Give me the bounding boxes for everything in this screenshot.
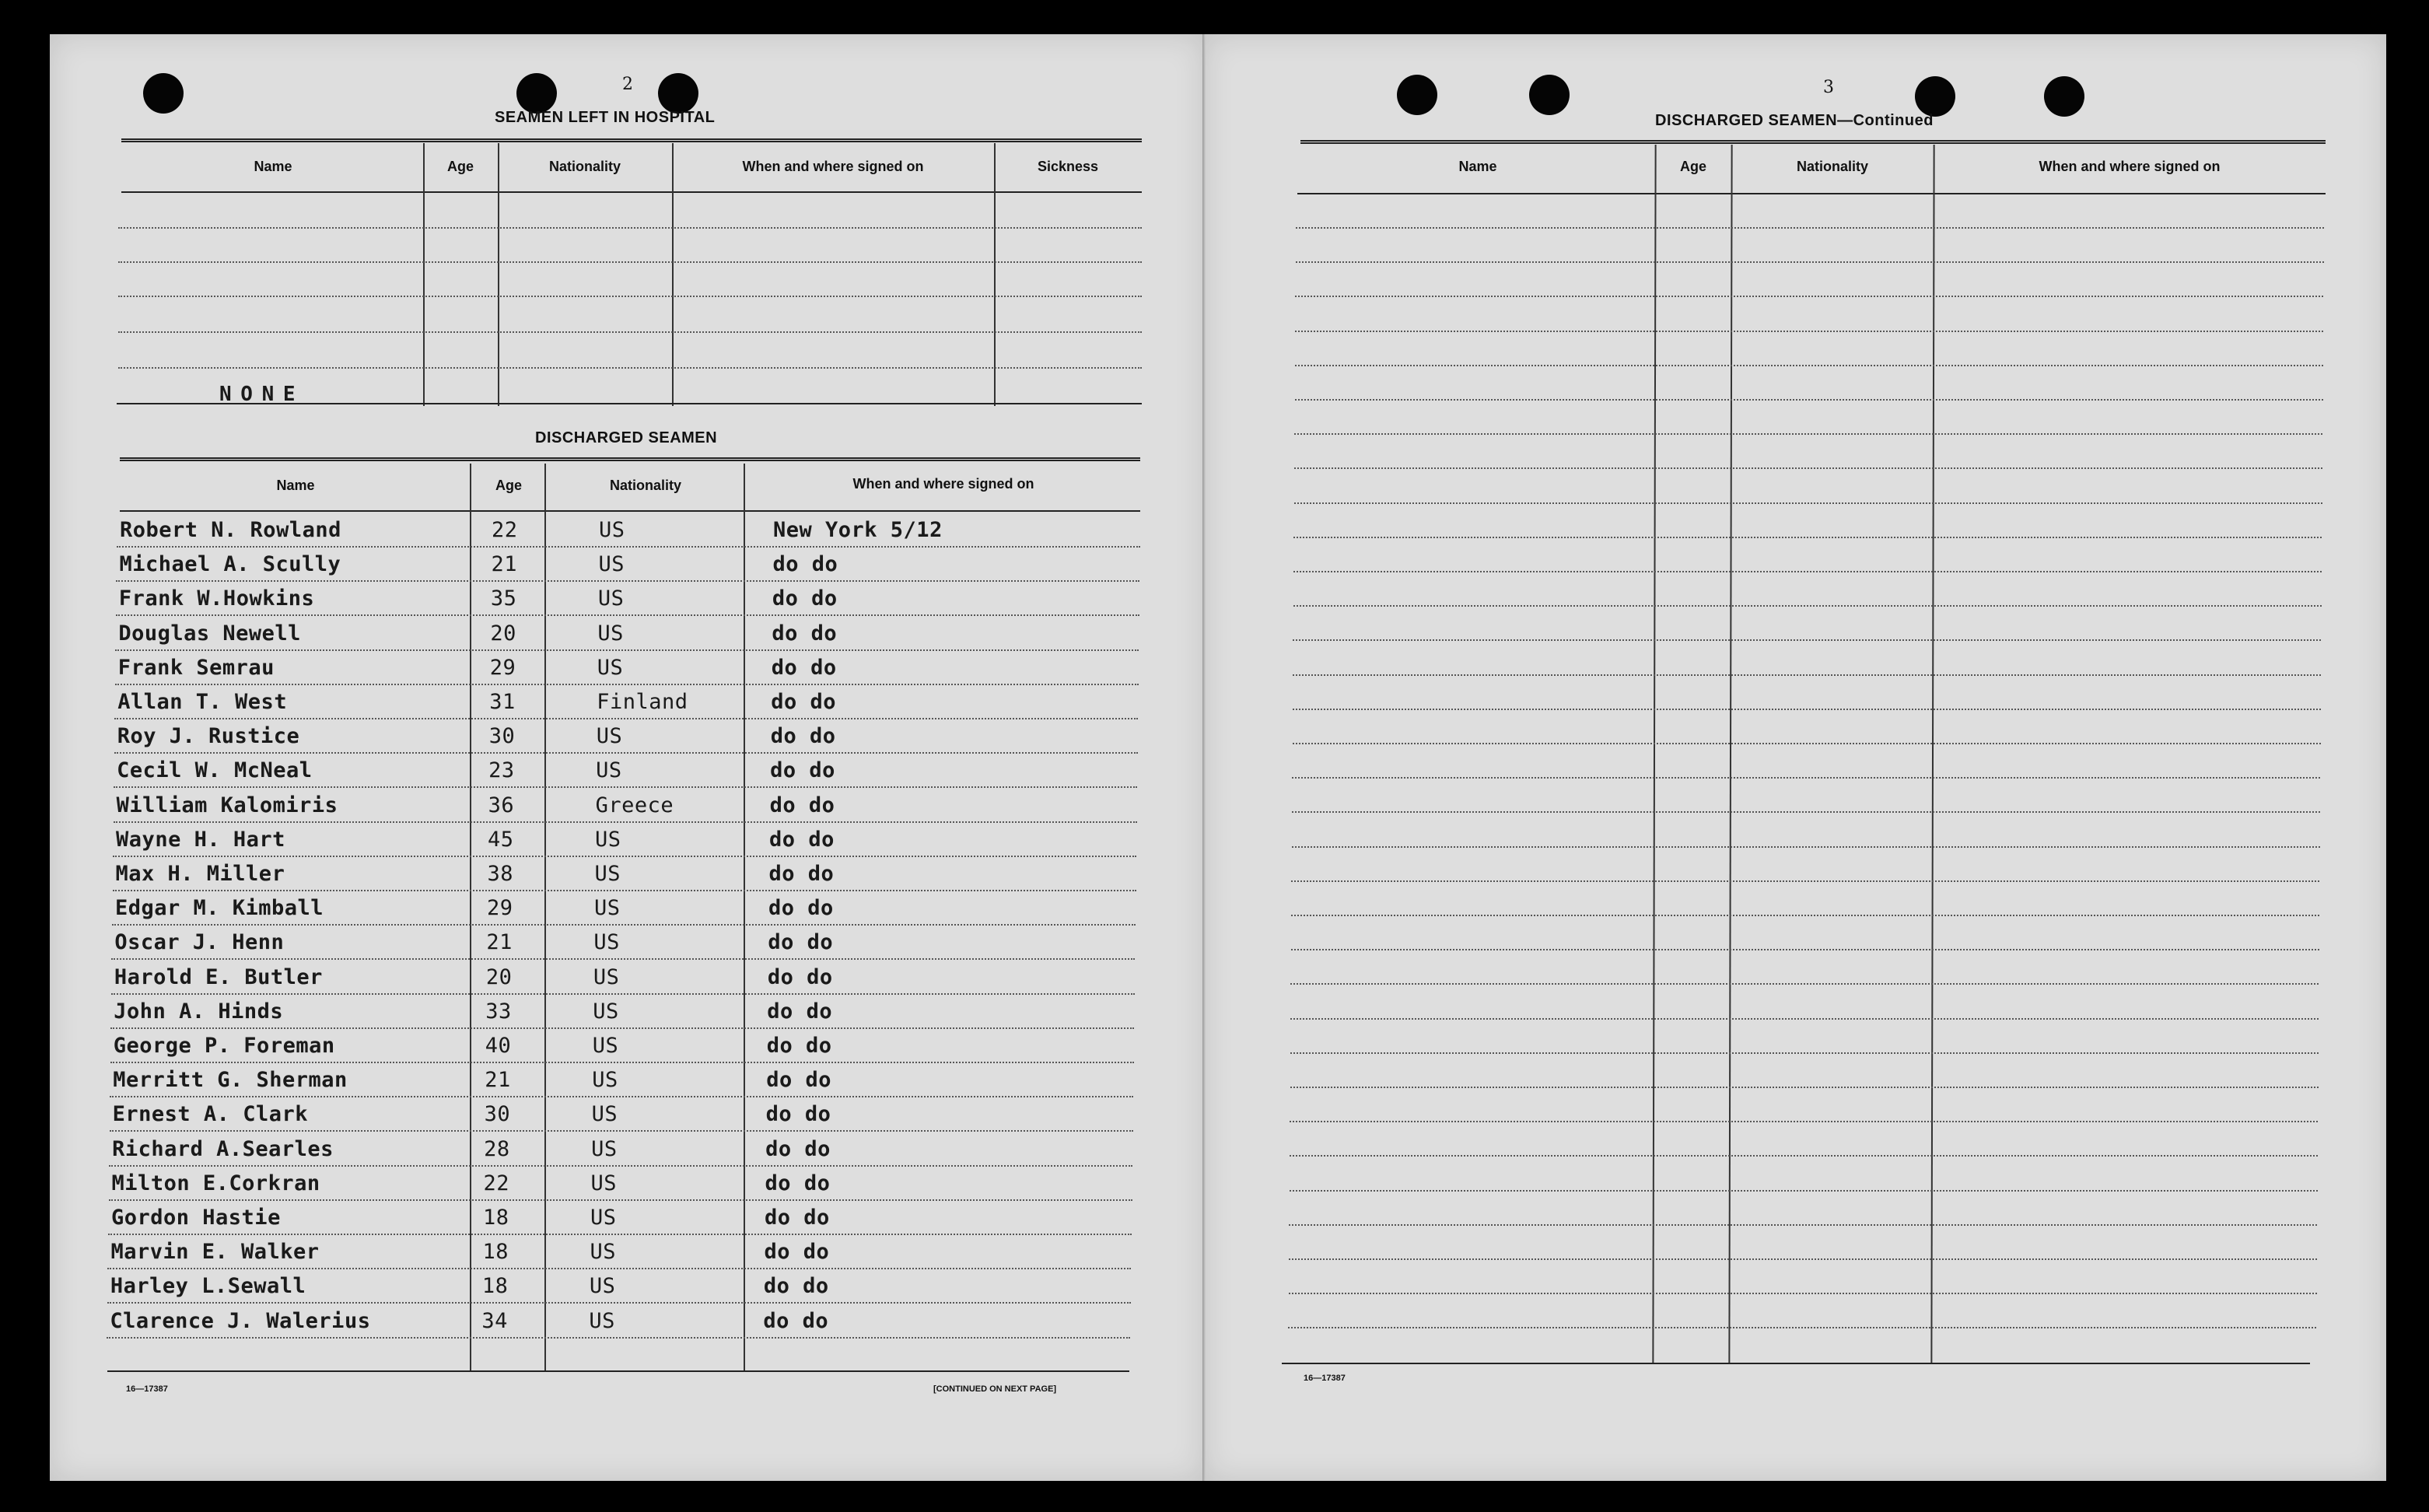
right-row-line <box>1292 811 2320 813</box>
discharged-signed-on: do do <box>767 999 833 1024</box>
discharged-nationality: US <box>592 1068 618 1093</box>
discharged-signed-on: do do <box>766 1068 831 1093</box>
discharged-signed-on: do do <box>769 827 835 852</box>
discharged-signed-on: do do <box>764 1240 830 1265</box>
hospital-header-rule <box>121 191 1142 193</box>
discharged-bottom-rule <box>107 1370 1129 1372</box>
discharged-row-line <box>107 1302 1131 1304</box>
discharged-age: 18 <box>482 1240 509 1265</box>
discharged-age: 29 <box>489 655 516 680</box>
discharged-row-line <box>113 856 1136 857</box>
discharged-nationality: US <box>593 999 619 1024</box>
discharged-age: 30 <box>488 724 516 749</box>
discharged-age: 33 <box>485 999 512 1024</box>
discharged-signed-on: do do <box>763 1274 829 1299</box>
discharged-name: Edgar M. Kimball <box>114 896 324 921</box>
discharged-col-name: Name <box>276 478 315 493</box>
right-page-number: 3 <box>1823 78 1834 97</box>
discharged-col-signed-on: When and where signed on <box>852 476 1034 492</box>
right-row-line <box>1296 261 2324 263</box>
discharged-signed-on: do do <box>770 758 835 783</box>
discharged-row-line <box>110 1062 1134 1063</box>
hospital-entry-line <box>118 367 1142 369</box>
punch-hole <box>2044 76 2084 117</box>
discharged-age: 20 <box>490 621 516 646</box>
discharged-name: John A. Hinds <box>114 999 284 1024</box>
right-row-line <box>1294 467 2322 469</box>
discharged-nationality: Finland <box>597 690 688 714</box>
punch-hole <box>1915 76 1955 117</box>
discharged-signed-on: do do <box>772 552 838 577</box>
discharged-name: Roy J. Rustice <box>117 724 300 749</box>
discharged-nationality: US <box>591 1102 618 1127</box>
discharged-row-line <box>114 786 1137 788</box>
discharged-signed-on: do do <box>765 1102 831 1127</box>
right-row-line <box>1294 433 2322 435</box>
right-col-nationality: Nationality <box>1796 159 1868 174</box>
discharged-name: Wayne H. Hart <box>116 827 285 852</box>
discharged-name: Richard A.Searles <box>112 1136 334 1161</box>
hospital-entry-line <box>118 227 1142 229</box>
discharged-age: 35 <box>490 586 517 611</box>
discharged-age: 30 <box>484 1102 511 1127</box>
discharged-row-line <box>109 1165 1132 1167</box>
punch-hole <box>1529 75 1570 115</box>
right-row-line <box>1295 399 2323 401</box>
discharged-signed-on: do do <box>765 1136 831 1161</box>
discharged-nationality: US <box>590 1171 618 1195</box>
discharged-nationality: US <box>593 896 621 921</box>
right-row-line <box>1293 639 2321 641</box>
discharged-age: 23 <box>488 758 515 783</box>
hospital-entry-line <box>118 261 1142 263</box>
discharged-col-age: Age <box>495 478 522 493</box>
right-row-line <box>1293 674 2321 676</box>
discharged-signed-on: do do <box>769 793 835 817</box>
discharged-nationality: US <box>597 621 624 646</box>
right-header-rule <box>1297 193 2326 194</box>
right-table-top-rule <box>1300 140 2326 144</box>
discharged-signed-on: do do <box>771 690 837 714</box>
right-row-line <box>1289 1293 2317 1294</box>
discharged-age: 21 <box>486 930 513 955</box>
discharged-row-line <box>107 1268 1131 1269</box>
discharged-row-line <box>116 614 1139 616</box>
discharged-name: Gordon Hastie <box>111 1206 281 1230</box>
hospital-entry-line <box>118 296 1142 297</box>
right-col-name: Name <box>1458 159 1497 174</box>
discharged-nationality: US <box>598 552 625 577</box>
hospital-table-top-rule <box>121 138 1142 142</box>
hospital-section-title: SEAMEN LEFT IN HOSPITAL <box>495 109 716 126</box>
punch-hole <box>516 73 557 114</box>
discharged-signed-on: do do <box>770 724 836 749</box>
discharged-signed-on: do do <box>763 1308 829 1333</box>
discharged-name: Harold E. Butler <box>114 964 323 989</box>
discharged-nationality: US <box>592 1034 619 1058</box>
discharged-nationality: US <box>589 1274 616 1299</box>
discharged-nationality: US <box>594 862 621 886</box>
discharged-name: Frank W.Howkins <box>118 586 315 611</box>
discharged-nationality: US <box>599 518 625 542</box>
discharged-row-line <box>116 580 1139 582</box>
discharged-signed-on: do do <box>768 862 835 886</box>
right-row-line <box>1295 365 2323 366</box>
discharged-row-line <box>112 924 1136 926</box>
discharged-row-line <box>108 1234 1132 1235</box>
continued-section-title: DISCHARGED SEAMEN—Continued <box>1655 112 1934 129</box>
hospital-none-entry: N O N E <box>219 383 294 406</box>
discharged-signed-on: New York 5/12 <box>773 518 943 542</box>
right-page <box>1204 34 2386 1481</box>
discharged-age: 20 <box>485 964 513 989</box>
right-row-line <box>1290 1018 2319 1020</box>
discharged-name: Harley L.Sewall <box>110 1274 306 1299</box>
right-row-line <box>1291 949 2319 950</box>
discharged-name: George P. Foreman <box>113 1034 335 1058</box>
discharged-signed-on: do do <box>771 655 837 680</box>
discharged-name: Allan T. West <box>117 690 288 714</box>
discharged-row-line <box>115 649 1139 651</box>
right-row-line <box>1296 227 2324 229</box>
discharged-row-line <box>107 1337 1130 1339</box>
discharged-age: 21 <box>485 1068 511 1093</box>
discharged-age: 45 <box>488 827 514 852</box>
discharged-nationality: US <box>591 1136 618 1161</box>
discharged-col-nationality: Nationality <box>609 478 681 493</box>
discharged-name: Clarence J. Walerius <box>110 1308 371 1333</box>
discharged-header-rule <box>120 510 1140 512</box>
discharged-nationality: US <box>593 930 620 955</box>
discharged-signed-on: do do <box>765 1171 831 1195</box>
hospital-col-sickness: Sickness <box>1037 159 1099 174</box>
discharged-table-top-rule <box>120 457 1140 461</box>
discharged-name: Robert N. Rowland <box>120 518 341 542</box>
right-row-line <box>1293 709 2321 710</box>
discharged-row-line <box>110 1130 1133 1132</box>
right-row-line <box>1288 1327 2316 1328</box>
right-form-code: 16—17387 <box>1304 1374 1346 1383</box>
right-row-line <box>1290 1052 2319 1054</box>
right-row-line <box>1291 915 2319 916</box>
discharged-row-line <box>110 1096 1133 1097</box>
discharged-nationality: US <box>590 1240 616 1265</box>
discharged-name: Merritt G. Sherman <box>113 1068 348 1093</box>
discharged-signed-on: do do <box>765 1206 830 1230</box>
discharged-row-line <box>109 1199 1132 1201</box>
discharged-age: 36 <box>488 793 515 817</box>
punch-hole <box>1397 75 1437 115</box>
discharged-nationality: US <box>595 827 621 852</box>
discharged-signed-on: do do <box>766 1034 832 1058</box>
discharged-name: Ernest A. Clark <box>112 1102 308 1127</box>
punch-hole <box>143 73 184 114</box>
discharged-name: William Kalomiris <box>116 793 338 817</box>
discharged-nationality: US <box>596 758 622 783</box>
discharged-row-line <box>114 752 1138 754</box>
left-page-number: 2 <box>622 75 633 94</box>
discharged-signed-on: do do <box>768 896 834 921</box>
right-row-line <box>1290 1190 2318 1192</box>
discharged-signed-on: do do <box>772 621 838 646</box>
right-row-line <box>1293 571 2322 572</box>
discharged-age: 18 <box>481 1274 509 1299</box>
discharged-age: 22 <box>483 1171 510 1195</box>
discharged-row-line <box>113 890 1136 891</box>
right-row-line <box>1295 296 2323 297</box>
right-row-line <box>1291 880 2319 882</box>
discharged-nationality: US <box>590 1206 617 1230</box>
right-row-line <box>1290 1121 2318 1122</box>
discharged-signed-on: do do <box>772 586 838 611</box>
right-col-signed-on: When and where signed on <box>2039 159 2221 174</box>
hospital-col-nationality: Nationality <box>548 159 621 174</box>
discharged-row-line <box>114 718 1138 719</box>
discharged-name: Frank Semrau <box>117 655 275 680</box>
discharged-signed-on: do do <box>767 964 833 989</box>
discharged-row-line <box>114 821 1137 823</box>
hospital-col-signed-on: When and where signed on <box>742 159 924 174</box>
right-row-line <box>1290 1155 2318 1157</box>
discharged-section-title: DISCHARGED SEAMEN <box>535 429 718 446</box>
discharged-age: 22 <box>492 518 518 542</box>
right-row-line <box>1293 743 2321 744</box>
discharged-age: 38 <box>487 862 514 886</box>
discharged-nationality: Greece <box>595 793 674 817</box>
discharged-name: Cecil W. McNeal <box>117 758 313 783</box>
discharged-name: Milton E.Corkran <box>111 1171 320 1195</box>
discharged-age: 31 <box>489 690 516 714</box>
discharged-age: 18 <box>483 1206 509 1230</box>
right-row-line <box>1290 1087 2319 1088</box>
discharged-nationality: US <box>597 586 625 611</box>
right-row-line <box>1289 1258 2317 1260</box>
discharged-name: Michael A. Scully <box>119 552 341 577</box>
right-row-line <box>1289 1224 2317 1226</box>
discharged-row-line <box>115 684 1139 685</box>
discharged-row-line <box>111 993 1135 995</box>
discharged-row-line <box>117 546 1140 548</box>
right-row-line <box>1294 502 2322 504</box>
discharged-name: Oscar J. Henn <box>114 930 285 955</box>
continued-note: [CONTINUED ON NEXT PAGE] <box>933 1384 1057 1394</box>
discharged-age: 40 <box>485 1034 512 1058</box>
right-row-line <box>1293 537 2322 538</box>
discharged-row-line <box>110 1027 1134 1029</box>
right-row-line <box>1292 777 2320 779</box>
discharged-age: 21 <box>491 552 517 577</box>
right-row-line <box>1292 846 2320 848</box>
hospital-col-age: Age <box>446 159 474 174</box>
discharged-nationality: US <box>589 1308 615 1333</box>
discharged-signed-on: do do <box>768 930 834 955</box>
discharged-name: Marvin E. Walker <box>110 1240 320 1265</box>
right-row-line <box>1293 605 2322 607</box>
right-row-line <box>1290 983 2319 985</box>
hospital-col-name: Name <box>254 159 292 174</box>
right-col-age: Age <box>1679 159 1706 174</box>
discharged-nationality: US <box>597 655 624 680</box>
left-form-code: 16—17387 <box>126 1384 168 1394</box>
discharged-age: 34 <box>481 1308 508 1333</box>
discharged-name: Douglas Newell <box>118 621 301 646</box>
discharged-row-line <box>111 958 1135 960</box>
punch-hole <box>658 73 698 114</box>
discharged-name: Max H. Miller <box>115 862 285 886</box>
discharged-nationality: US <box>593 964 620 989</box>
book-spine <box>1202 34 1206 1481</box>
discharged-age: 29 <box>486 896 513 921</box>
right-bottom-rule <box>1282 1363 2310 1364</box>
right-row-line <box>1295 331 2323 332</box>
discharged-age: 28 <box>484 1136 510 1161</box>
hospital-entry-line <box>118 331 1142 333</box>
discharged-nationality: US <box>596 724 623 749</box>
